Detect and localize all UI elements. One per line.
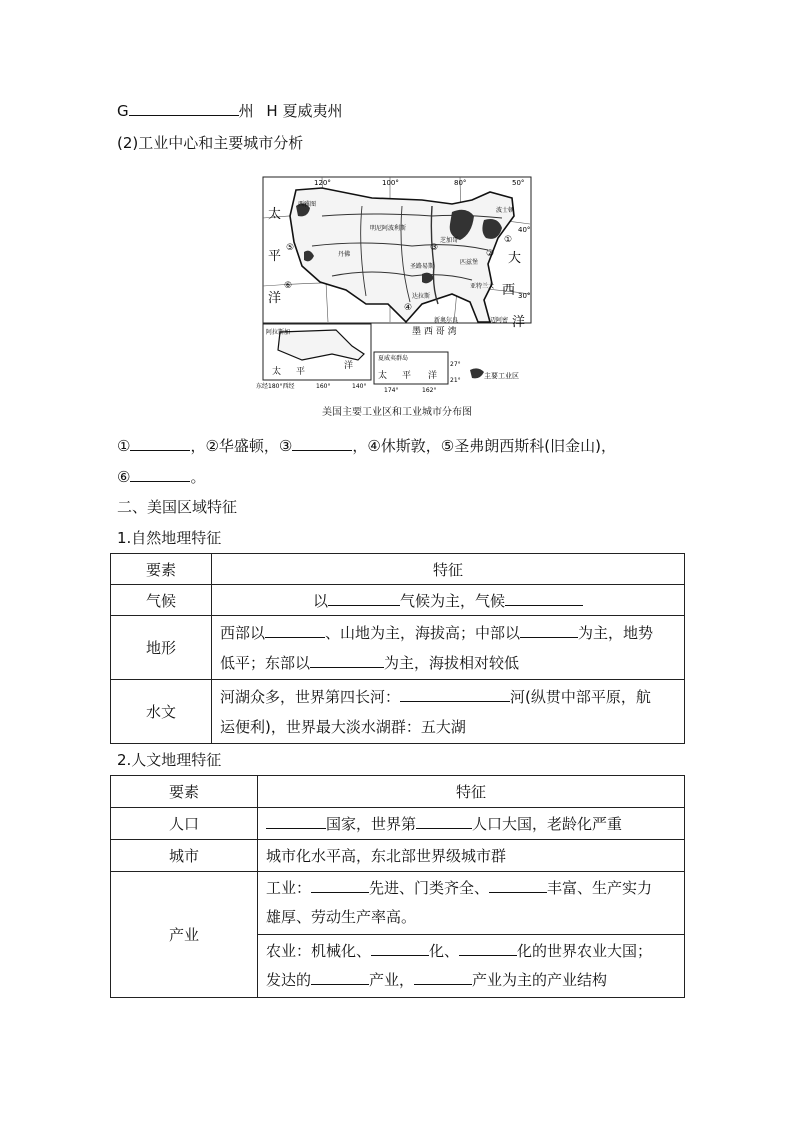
terrain-cell: 西部以 、山地为主，海拔高；中部以 为主，地势 低平；东部以 为主，海拔相对较低	[212, 616, 685, 680]
lat-label: 40°	[518, 226, 531, 234]
ocean-char: 洋	[512, 315, 526, 330]
city-label: 圣路易斯	[410, 263, 435, 270]
fill-text: ⑥	[117, 468, 131, 486]
inset-lon-label: 140°	[352, 383, 367, 390]
blank-pop-2[interactable]	[416, 814, 472, 829]
blank-climate-2[interactable]	[505, 591, 583, 606]
table-row	[111, 840, 685, 872]
lon-label: 80°	[454, 179, 467, 187]
blank-pop-1[interactable]	[266, 814, 326, 829]
row-label: 城市	[111, 840, 258, 872]
blank-ind-2[interactable]	[489, 878, 547, 893]
industry-cell: 工业： 先进、门类齐全、 丰富、生产实力 雄厚、劳动生产率高。	[258, 872, 685, 935]
human-title: 2.人文地理特征	[117, 751, 222, 769]
header-cell: 要素	[111, 554, 212, 585]
fill-text: ，④休斯敦，⑤圣弗朗西斯科(旧金山)，	[352, 437, 616, 455]
circled-number: ①	[504, 235, 513, 245]
row-label: 产业	[111, 872, 258, 998]
blank-agr-1[interactable]	[371, 941, 429, 956]
circled-number: ④	[404, 303, 413, 313]
circled-number: ②	[486, 249, 495, 259]
lat-label: 21°	[450, 377, 461, 384]
intro-line	[117, 101, 342, 121]
table-row	[111, 680, 685, 744]
fill-line-2	[117, 467, 205, 487]
lon-label: 100°	[382, 179, 399, 187]
section-2-2-title: (2)工业中心和主要城市分析	[117, 134, 304, 152]
lon-label: 120°	[314, 179, 331, 187]
blank-terrain-1[interactable]	[265, 623, 325, 638]
population-cell: 国家，世界第 人口大国，老龄化严重	[258, 808, 685, 840]
city-label: 新奥尔良	[434, 317, 459, 324]
hawaii-lon-label: 174°	[384, 387, 399, 394]
inset-ocean-char: 太	[378, 371, 388, 381]
row-label: 气候	[111, 585, 212, 616]
city-label: 亚特兰大	[470, 283, 495, 290]
map-caption: 美国主要工业区和工业城市分布图	[322, 407, 472, 418]
ocean-char: 平	[268, 249, 282, 264]
city-label: 芝加哥	[440, 237, 459, 244]
blank-terrain-3[interactable]	[310, 653, 384, 668]
circled-number: ⑤	[286, 243, 295, 253]
lon-label: 50°	[512, 179, 525, 187]
blank-ind-1[interactable]	[311, 878, 369, 893]
city-label: 迈阿密	[490, 317, 509, 324]
alaska-label: 阿拉斯加	[266, 329, 291, 336]
g-prefix: G	[117, 102, 129, 120]
circled-number: ③	[430, 243, 439, 253]
fill-line-1	[117, 436, 616, 456]
row-label: 水文	[111, 680, 212, 744]
natural-table	[110, 553, 685, 744]
city-label: 匹兹堡	[460, 259, 479, 266]
natural-title: 1.自然地理特征	[117, 529, 222, 547]
blank-6[interactable]	[130, 467, 190, 482]
hawaii-lon-label: 162°	[422, 387, 437, 394]
ocean-char: 大	[508, 251, 522, 266]
fill-text: ，②华盛顿，③	[190, 437, 293, 455]
city-label: 明尼阿波利斯	[370, 225, 407, 232]
inset-ocean-char: 洋	[428, 371, 438, 381]
hydro-cell: 河湖众多，世界第四长河： 河(纵贯中部平原，航 运便利)，世界最大淡水湖群：五大湖	[212, 680, 685, 744]
header-cell: 特征	[212, 554, 685, 585]
city-label: 达拉斯	[412, 293, 431, 300]
inset-ocean-char: 平	[402, 371, 412, 381]
g-suffix: 州	[238, 102, 254, 120]
ocean-char: 洋	[268, 291, 282, 306]
blank-agr-2[interactable]	[459, 941, 517, 956]
table-row	[111, 808, 685, 840]
blank-agr-4[interactable]	[414, 970, 472, 985]
row-label: 地形	[111, 616, 212, 680]
legend-label: 主要工业区	[484, 372, 519, 380]
table-row	[111, 872, 685, 935]
blank-agr-3[interactable]	[311, 970, 369, 985]
table-row	[111, 616, 685, 680]
inset-lon-label: 东经180°西经	[256, 383, 295, 390]
table-row	[111, 554, 685, 585]
us-industrial-map	[256, 176, 532, 398]
city-label: 丹佛	[338, 251, 351, 258]
blank-hydro[interactable]	[400, 687, 510, 702]
blank-3[interactable]	[292, 436, 352, 451]
blank-terrain-2[interactable]	[520, 623, 578, 638]
h-item: H 夏威夷州	[266, 102, 343, 120]
table-row	[111, 776, 685, 808]
city-label: 波士顿	[496, 207, 515, 214]
blank-g[interactable]	[129, 101, 239, 116]
header-cell: 要素	[111, 776, 258, 808]
table-row	[111, 585, 685, 616]
section-two-title: 二、美国区域特征	[117, 498, 238, 516]
human-table	[110, 775, 685, 998]
row-label: 人口	[111, 808, 258, 840]
inset-ocean-char: 平	[296, 367, 306, 377]
header-cell: 特征	[258, 776, 685, 808]
climate-cell: 以 气候为主，气候	[212, 585, 685, 616]
hawaii-label: 夏威夷群岛	[378, 355, 409, 362]
agriculture-cell: 农业：机械化、 化、 化的世界农业大国； 发达的 产业， 产业为主的产业结构	[258, 935, 685, 998]
fill-text: ①	[117, 437, 131, 455]
lat-label: 27°	[450, 361, 461, 368]
ocean-char: 西	[502, 283, 516, 298]
circled-number: ⑥	[284, 281, 293, 291]
blank-1[interactable]	[130, 436, 190, 451]
inset-ocean-char: 洋	[344, 361, 354, 371]
inset-lon-label: 160°	[316, 383, 331, 390]
blank-climate-1[interactable]	[328, 591, 400, 606]
gulf-label: 墨 西 哥 湾	[412, 327, 457, 337]
ocean-char: 太	[268, 207, 282, 222]
inset-ocean-char: 太	[272, 367, 282, 377]
city-cell: 城市化水平高，东北部世界级城市群	[258, 840, 685, 872]
legend-swatch	[470, 368, 484, 378]
lat-label: 30°	[518, 292, 531, 300]
city-label: 西雅图	[298, 201, 317, 208]
fill-text: 。	[190, 468, 206, 486]
